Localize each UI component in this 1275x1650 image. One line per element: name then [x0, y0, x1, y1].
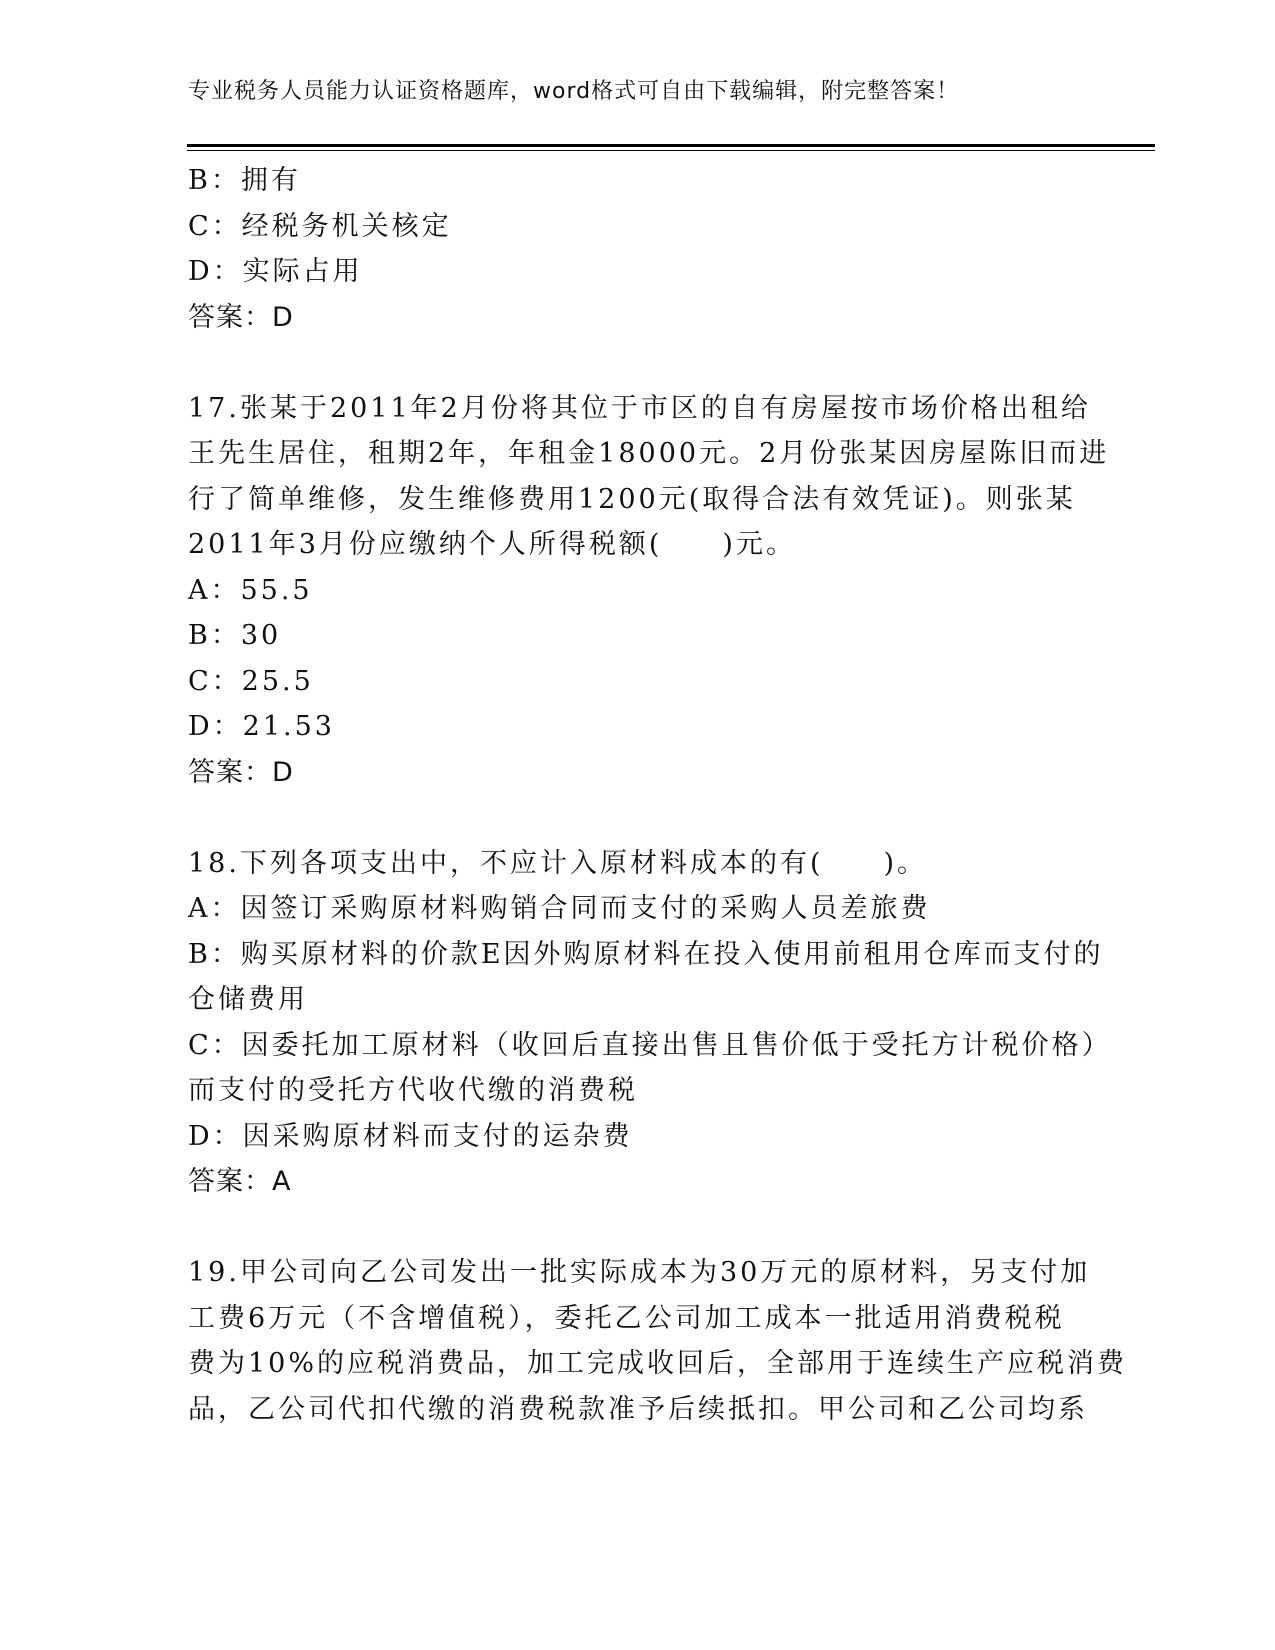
stem-line: 王先生居住，租期2年，年租金18000元。2月份张某因房屋陈旧而进: [188, 438, 1110, 469]
option-d: D：因采购原材料而支付的运杂费: [188, 1120, 633, 1152]
stem-line: 工费6万元（不含增值税），委托乙公司加工成本一批适用消费税税: [188, 1302, 1065, 1334]
option-b: B：拥有: [188, 165, 301, 196]
option-a: A：因签订采购原材料购销合同而支付的采购人员差旅费: [188, 893, 931, 924]
stem-line: 19.甲公司向乙公司发出一批实际成本为30万元的原材料，另支付加: [188, 1257, 1091, 1288]
header-rule-thick: [187, 144, 1155, 147]
option-a: A：55.5: [188, 574, 313, 606]
option-b-continued: 仓储费用: [188, 984, 308, 1015]
stem-line: 18.下列各项支出中，不应计入原材料成本的有( )。: [188, 847, 928, 879]
document-body: [188, 158, 1128, 1432]
header-rule-thin: [187, 150, 1155, 151]
stem-line: 2011年3月份应缴纳个人所得税额( )元。: [188, 529, 796, 560]
option-c: C：经税务机关核定: [188, 210, 452, 242]
question-16-answer: 答案：D: [188, 301, 294, 333]
option-c: C：25.5: [188, 665, 314, 697]
option-b: B：30: [188, 620, 282, 651]
page-header: 专业税务人员能力认证资格题库，word格式可自由下载编辑，附完整答案！: [188, 79, 960, 104]
question-17-stem: [188, 386, 1110, 568]
question-17-options: [188, 568, 1088, 750]
question-16-options: [188, 158, 1088, 295]
question-18-stem: [188, 841, 1088, 887]
question-18-answer: 答案：A: [188, 1166, 292, 1197]
question-19-stem: [188, 1250, 1128, 1432]
option-b: B：购买原材料的价款E因外购原材料在投入使用前租用仓库而支付的: [188, 938, 1104, 970]
question-17-answer: 答案：D: [188, 756, 294, 788]
option-c: C：因委托加工原材料（收回后直接出售且售价低于受托方计税价格）: [188, 1029, 1112, 1061]
stem-line: 行了简单维修，发生维修费用1200元(取得合法有效凭证)。则张某: [188, 483, 1076, 515]
stem-line: 品，乙公司代扣代缴的消费税款准予后续抵扣。甲公司和乙公司均系: [188, 1393, 1088, 1425]
stem-line: 费为10%的应税消费品，加工完成收回后，全部用于连续生产应税消费: [188, 1348, 1128, 1379]
option-c-continued: 而支付的受托方代收代缴的消费税: [188, 1075, 638, 1106]
option-d: D：21.53: [188, 711, 335, 742]
stem-line: 17.张某于2011年2月份将其位于市区的自有房屋按市场价格出租给: [188, 392, 1091, 424]
question-18-options: [188, 886, 1112, 1159]
option-d: D：实际占用: [188, 256, 363, 287]
